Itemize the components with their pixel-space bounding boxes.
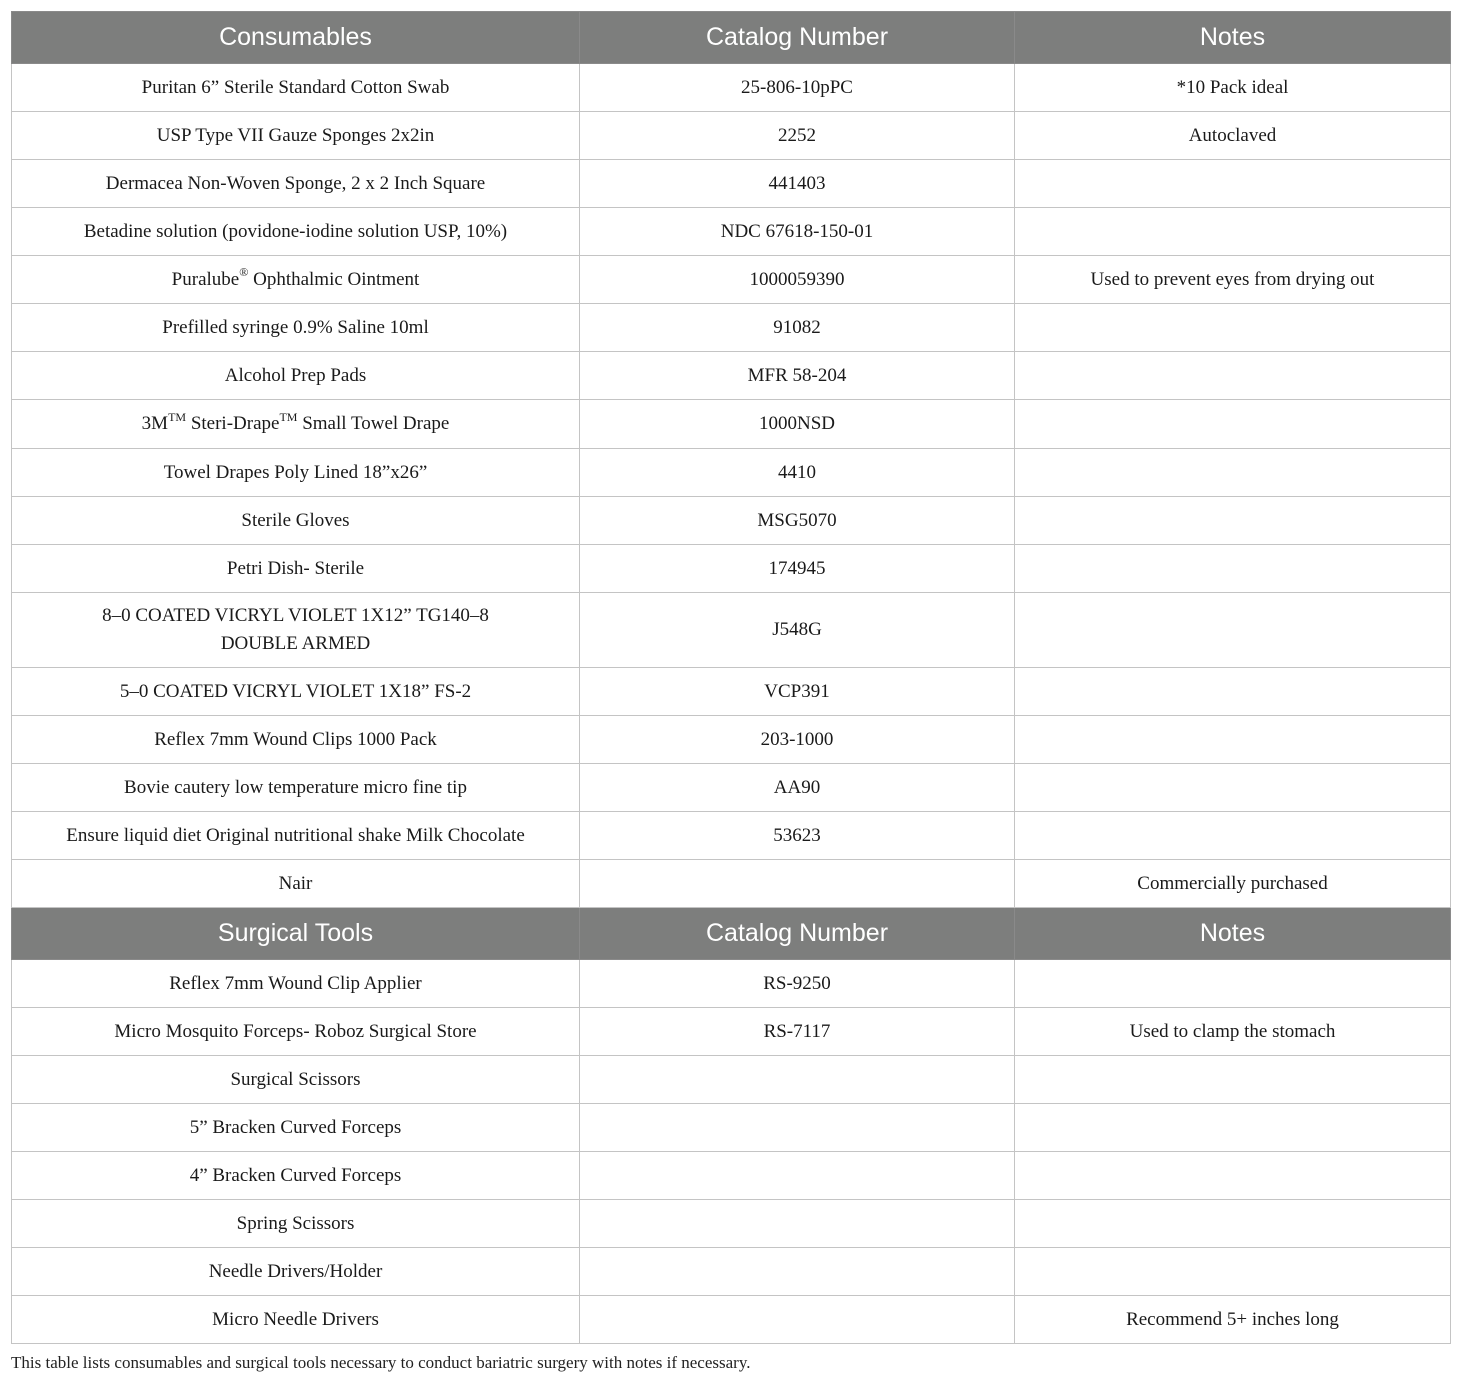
item-name: Puritan 6” Sterile Standard Cotton Swab — [12, 64, 580, 112]
table-row — [12, 960, 1451, 1008]
item-name: Towel Drapes Poly Lined 18”x26” — [12, 449, 580, 497]
catalog-number — [580, 1248, 1015, 1296]
table-container — [11, 11, 1450, 1344]
item-name: Bovie cautery low temperature micro fine tip — [12, 764, 580, 812]
table-row — [12, 1104, 1451, 1152]
table-row — [12, 160, 1451, 208]
catalog-number — [580, 860, 1015, 908]
catalog-number: NDC 67618-150-01 — [580, 208, 1015, 256]
item-name: Reflex 7mm Wound Clips 1000 Pack — [12, 716, 580, 764]
item-notes — [1015, 593, 1451, 668]
catalog-number: 1000059390 — [580, 256, 1015, 304]
item-name: Betadine solution (povidone-iodine solution USP, 10%) — [12, 208, 580, 256]
item-name: USP Type VII Gauze Sponges 2x2in — [12, 112, 580, 160]
item-name: Surgical Scissors — [12, 1056, 580, 1104]
item-name: Spring Scissors — [12, 1200, 580, 1248]
item-name: Micro Mosquito Forceps- Roboz Surgical Store — [12, 1008, 580, 1056]
item-name — [12, 593, 580, 668]
catalog-number — [580, 1056, 1015, 1104]
registered-mark: ® — [239, 265, 249, 280]
item-name-text: Steri-Drape — [186, 413, 280, 434]
item-notes — [1015, 764, 1451, 812]
catalog-number: 4410 — [580, 449, 1015, 497]
item-notes — [1015, 812, 1451, 860]
table-row — [12, 1200, 1451, 1248]
item-notes: Autoclaved — [1015, 112, 1451, 160]
item-name-line: DOUBLE ARMED — [220, 633, 371, 654]
item-notes: Recommend 5+ inches long — [1015, 1296, 1451, 1344]
item-name — [12, 400, 580, 449]
table-row — [12, 1248, 1451, 1296]
catalog-number — [580, 1152, 1015, 1200]
table-row — [12, 208, 1451, 256]
item-notes — [1015, 668, 1451, 716]
table-row — [12, 112, 1451, 160]
consumables-header-row — [12, 12, 1451, 64]
table-row — [12, 449, 1451, 497]
item-name: Prefilled syringe 0.9% Saline 10ml — [12, 304, 580, 352]
table-row — [12, 593, 1451, 668]
catalog-number: 174945 — [580, 545, 1015, 593]
catalog-number: AA90 — [580, 764, 1015, 812]
table-row — [12, 64, 1451, 112]
item-notes: Commercially purchased — [1015, 860, 1451, 908]
surgical-tools-header-row — [12, 908, 1451, 960]
table-row — [12, 400, 1451, 449]
catalog-number: 1000NSD — [580, 400, 1015, 449]
catalog-number: MSG5070 — [580, 497, 1015, 545]
item-notes — [1015, 352, 1451, 400]
column-header: Consumables — [12, 12, 580, 64]
item-notes — [1015, 545, 1451, 593]
table-row — [12, 1296, 1451, 1344]
item-name: 5” Bracken Curved Forceps — [12, 1104, 580, 1152]
item-name: 4” Bracken Curved Forceps — [12, 1152, 580, 1200]
table-row — [12, 497, 1451, 545]
item-name: Nair — [12, 860, 580, 908]
item-name: 5–0 COATED VICRYL VIOLET 1X18” FS-2 — [12, 668, 580, 716]
column-header: Notes — [1015, 12, 1451, 64]
catalog-number: MFR 58-204 — [580, 352, 1015, 400]
column-header: Catalog Number — [580, 908, 1015, 960]
item-notes — [1015, 160, 1451, 208]
item-notes — [1015, 1248, 1451, 1296]
catalog-number: 91082 — [580, 304, 1015, 352]
table-row — [12, 304, 1451, 352]
item-name-text: Ophthalmic Ointment — [248, 268, 420, 290]
column-header: Surgical Tools — [12, 908, 580, 960]
table-row — [12, 764, 1451, 812]
item-notes — [1015, 1104, 1451, 1152]
item-name: Micro Needle Drivers — [12, 1296, 580, 1344]
item-name: Dermacea Non-Woven Sponge, 2 x 2 Inch Square — [12, 160, 580, 208]
catalog-number: VCP391 — [580, 668, 1015, 716]
catalog-number: 2252 — [580, 112, 1015, 160]
item-notes: Used to clamp the stomach — [1015, 1008, 1451, 1056]
table-row — [12, 860, 1451, 908]
table-row — [12, 668, 1451, 716]
catalog-number: 53623 — [580, 812, 1015, 860]
table-row — [12, 352, 1451, 400]
item-name-text: Small Towel Drape — [297, 413, 450, 434]
table-row — [12, 1152, 1451, 1200]
table-row — [12, 545, 1451, 593]
catalog-number: 203-1000 — [580, 716, 1015, 764]
column-header: Catalog Number — [580, 12, 1015, 64]
catalog-number — [580, 1200, 1015, 1248]
catalog-number: RS-7117 — [580, 1008, 1015, 1056]
item-name-text: 3M — [141, 413, 169, 434]
catalog-number: 441403 — [580, 160, 1015, 208]
trademark-mark: TM — [279, 409, 298, 424]
catalog-number — [580, 1104, 1015, 1152]
item-name: Needle Drivers/Holder — [12, 1248, 580, 1296]
item-notes — [1015, 208, 1451, 256]
table-row — [12, 1008, 1451, 1056]
table-row — [12, 812, 1451, 860]
catalog-number: J548G — [580, 593, 1015, 668]
table-caption: This table lists consumables and surgical tools necessary to conduct bariatric surgery with notes if necessary. — [11, 1353, 751, 1372]
item-name: Reflex 7mm Wound Clip Applier — [12, 960, 580, 1008]
item-notes — [1015, 304, 1451, 352]
table-row — [12, 716, 1451, 764]
item-name-text: Puralube — [171, 268, 240, 290]
item-notes — [1015, 497, 1451, 545]
item-notes: Used to prevent eyes from drying out — [1015, 256, 1451, 304]
item-notes — [1015, 1152, 1451, 1200]
item-notes — [1015, 449, 1451, 497]
table-row — [12, 1056, 1451, 1104]
item-notes: *10 Pack ideal — [1015, 64, 1451, 112]
item-name-line: 8–0 COATED VICRYL VIOLET 1X12” TG140–8 — [102, 605, 489, 626]
item-notes — [1015, 960, 1451, 1008]
item-notes — [1015, 1056, 1451, 1104]
supplies-table — [11, 11, 1451, 1344]
catalog-number: 25-806-10pPC — [580, 64, 1015, 112]
trademark-mark: TM — [168, 409, 187, 424]
item-name — [12, 256, 580, 304]
item-notes — [1015, 716, 1451, 764]
column-header: Notes — [1015, 908, 1451, 960]
catalog-number: RS-9250 — [580, 960, 1015, 1008]
item-name: Alcohol Prep Pads — [12, 352, 580, 400]
item-name: Sterile Gloves — [12, 497, 580, 545]
item-notes — [1015, 1200, 1451, 1248]
table-row — [12, 256, 1451, 304]
item-name: Petri Dish- Sterile — [12, 545, 580, 593]
catalog-number — [580, 1296, 1015, 1344]
item-notes — [1015, 400, 1451, 449]
item-name: Ensure liquid diet Original nutritional shake Milk Chocolate — [12, 812, 580, 860]
